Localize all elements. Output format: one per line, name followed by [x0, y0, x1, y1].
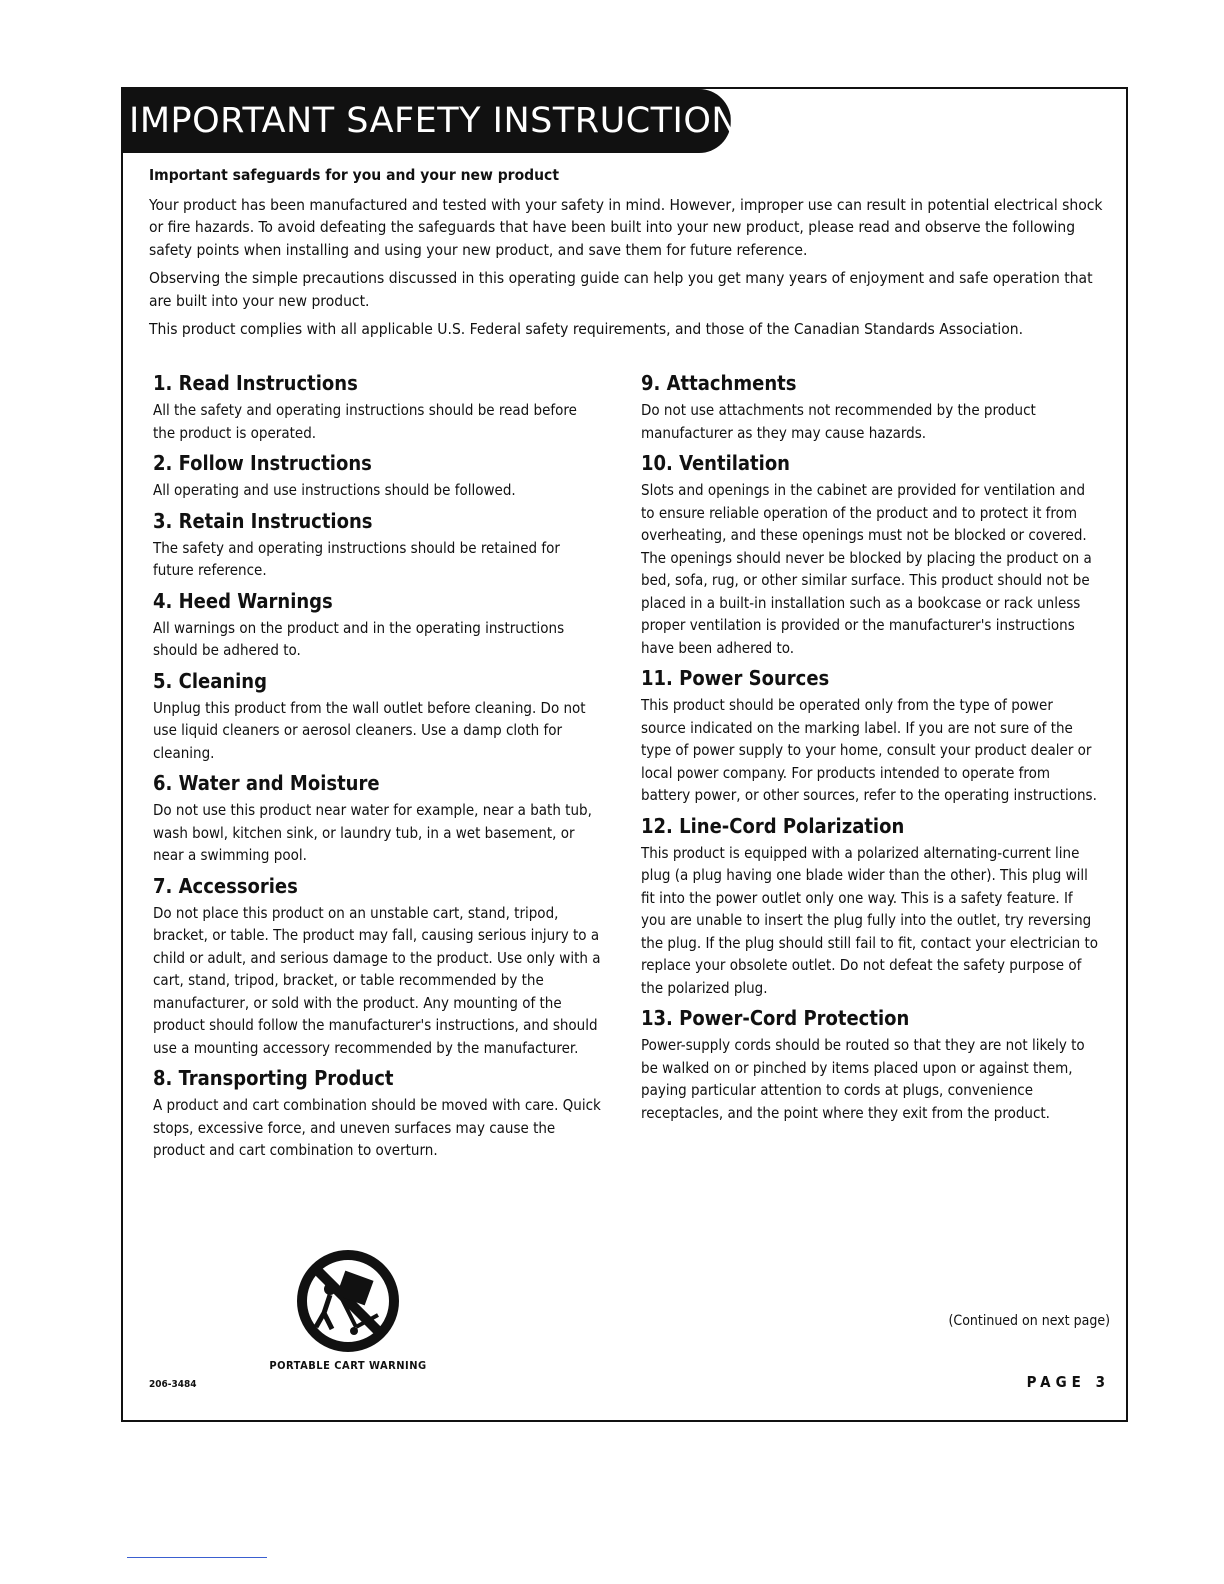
- portable-cart-warning-icon: [294, 1249, 402, 1353]
- figure-caption: PORTABLE CART WARNING: [269, 1359, 427, 1372]
- instruction-item: [153, 588, 603, 662]
- instruction-title: 13. Power-Cord Protection: [641, 1006, 910, 1030]
- instruction-item: [153, 873, 603, 1060]
- instruction-title: 5. Cleaning: [153, 668, 267, 693]
- instruction-body: Slots and openings in the cabinet are provided for ventilation and to ensure reliable operation of the product and to protect it from overheating, and these openings must not be blocked or covered. The openings should never be blocked by placing the product on a bed, sofa, rug, or other similar surface. This product should not be placed in a built-in installation such as a bookcase or rack unless proper ventilation is provided or the manufacturer's instructions have been adhered to.: [641, 481, 1092, 657]
- instruction-item: [153, 668, 603, 765]
- instruction-body: This product is equipped with a polarized alternating-current line plug (a plug having one blade wider than the other). This plug will fit into the power outlet only one way. This is a safety feature. If you are unable to insert the plug fully into the outlet, try reversing the plug. If the plug should still fail to fit, contact your electrician to replace your obsolete outlet. Do not defeat the safety purpose of the polarized plug.: [641, 843, 1099, 997]
- instruction-body: Do not use attachments not recommended by the product manufacturer as they may cause hazards.: [641, 401, 1036, 442]
- instruction-item: [153, 1065, 603, 1162]
- instruction-body: Do not place this product on an unstable cart, stand, tripod, bracket, or table. The product may fall, causing serious injury to a child or adult, and serious damage to the product. Use only with a cart, stand, tripod, bracket, or table recommended by the manufacturer, or sold with the product. Any mounting of the product should follow the manufacturer's instructions, and should use a mounting accessory recommended by the manufacturer.: [153, 903, 601, 1057]
- link-underline-mark: [127, 1557, 267, 1558]
- instruction-item: [641, 813, 1101, 1000]
- intro-paragraph: This product complies with all applicable U.S. Federal safety requirements, and those of the Canadian Standards Association.: [149, 320, 1024, 338]
- intro-paragraph: Your product has been manufactured and tested with your safety in mind. However, improper use can result in potential electrical shock or fire hazards. To avoid defeating the safeguards that have been built into your new product, please read and observe the following safety points when installing and using your new product, and save them for future reference.: [149, 195, 1103, 259]
- instruction-body: Do not use this product near water for example, near a bath tub, wash bowl, kitchen sink, or laundry tub, in a wet basement, or near a swimming pool.: [153, 801, 592, 864]
- instruction-body: All warnings on the product and in the operating instructions should be adhered to.: [153, 618, 565, 659]
- instruction-body: Unplug this product from the wall outlet before cleaning. Do not use liquid cleaners or aerosol cleaners. Use a damp cloth for cleaning.: [153, 698, 586, 762]
- instruction-title: 2. Follow Instructions: [153, 451, 372, 475]
- document-code: 206-3484: [149, 1379, 197, 1390]
- instruction-item: [641, 450, 1101, 659]
- left-column: [153, 370, 603, 1168]
- instruction-body: All operating and use instructions should be followed.: [153, 481, 516, 499]
- page-title: IMPORTANT SAFETY INSTRUCTIONS: [123, 89, 731, 153]
- instruction-title: 3. Retain Instructions: [153, 508, 373, 533]
- page-number: PAGE 3: [1026, 1373, 1110, 1391]
- intro-lead: Important safeguards for you and your new product: [149, 166, 559, 184]
- instruction-body: The safety and operating instructions should be retained for future reference.: [153, 538, 560, 579]
- instruction-item: [153, 508, 603, 582]
- instruction-item: [641, 1005, 1101, 1124]
- instruction-body: This product should be operated only from the type of power source indicated on the marking label. If you are not sure of the type of power supply to your home, consult your product dealer or local power company. For products intended to operate from battery power, or other sources, refer to the operating instructions.: [641, 696, 1097, 804]
- instruction-item: [153, 770, 603, 867]
- instruction-title: 8. Transporting Product: [153, 1066, 394, 1090]
- instruction-body: All the safety and operating instructions should be read before the product is operated.: [153, 401, 577, 442]
- instruction-item: [641, 370, 1101, 444]
- instruction-title: 1. Read Instructions: [153, 371, 358, 395]
- instruction-title: 12. Line-Cord Polarization: [641, 813, 905, 838]
- instruction-title: 9. Attachments: [641, 371, 797, 395]
- instruction-title: 10. Ventilation: [641, 451, 790, 475]
- instruction-title: 11. Power Sources: [641, 666, 830, 690]
- instruction-item: [153, 370, 603, 444]
- portable-cart-warning: [263, 1249, 433, 1372]
- intro-paragraph: Observing the simple precautions discussed in this operating guide can help you get many years of enjoyment and safe operation that are built into your new product.: [149, 269, 1093, 310]
- instruction-item: [153, 450, 603, 502]
- instruction-body: Power-supply cords should be routed so that they are not likely to be walked on or pinched by items placed upon or against them, paying particular attention to cords at plugs, convenience receptacles, and the point where they exit from the product.: [641, 1036, 1085, 1122]
- continued-note: (Continued on next page): [948, 1313, 1110, 1329]
- instruction-title: 7. Accessories: [153, 873, 298, 898]
- instruction-title: 6. Water and Moisture: [153, 771, 380, 795]
- instruction-item: [641, 665, 1101, 807]
- right-column: [641, 370, 1101, 1130]
- instruction-body: A product and cart combination should be moved with care. Quick stops, excessive force, and uneven surfaces may cause the product and cart combination to overturn.: [153, 1096, 601, 1159]
- page-frame: [121, 87, 1128, 1422]
- instruction-title: 4. Heed Warnings: [153, 588, 333, 613]
- intro-section: [149, 164, 1117, 347]
